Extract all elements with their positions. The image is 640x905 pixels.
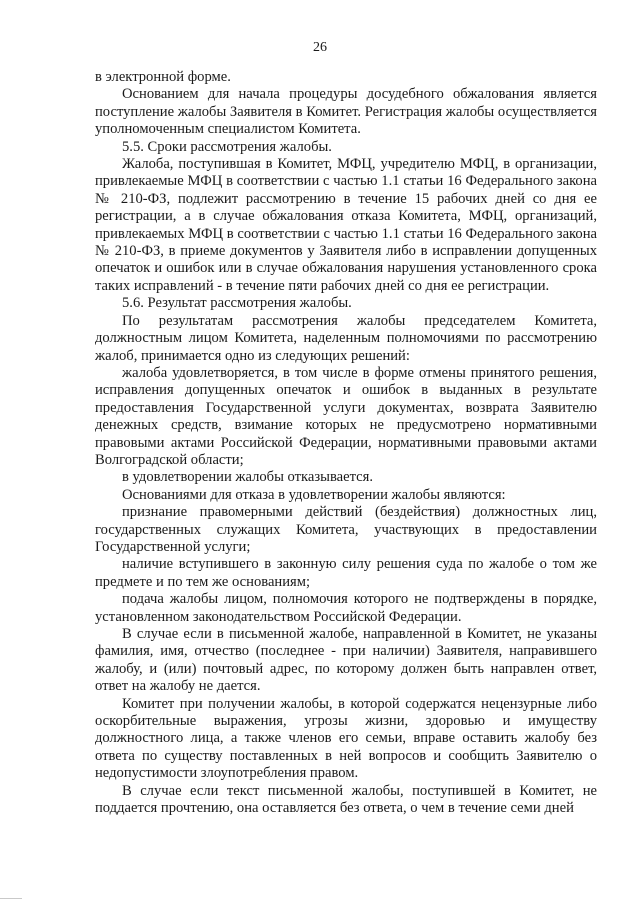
scan-edge-mark [0, 898, 22, 905]
paragraph: Комитет при получении жалобы, в которой содержатся нецензурные либо оскорбительные выражения, угрозы жизни, здоровью и имуществу должностного лица, а также членов его семьи, вправе оставить жалобу без ответа по существу поставленных в ней вопросов и сообщить Заявителю о недопустимости злоупотребления правом. [95, 695, 597, 782]
paragraph: По результатам рассмотрения жалобы председателем Комитета, должностным лицом Комитета, наделенным полномочиями по рассмотрению жалоб, принимается одно из следующих решений: [95, 312, 597, 364]
document-body [95, 69, 597, 817]
paragraph: в электронной форме. [95, 69, 231, 85]
paragraph: Жалоба, поступившая в Комитет, МФЦ, учредителю МФЦ, в организации, привлекаемые МФЦ в соответствии с частью 1.1 статьи 16 Федерального закона № 210-ФЗ, подлежит рассмотрению в течение 15 рабочих дней со дня ее регистрации, а в случае обжалования отказа Комитета, МФЦ, организаций, привлекаемых МФЦ в соответствии с частью 1.1 статьи 16 Федерального закона № 210-ФЗ, в приеме документов у Заявителя либо в исправлении допущенных опечаток и ошибок или в случае обжалования нарушения установленного срока таких исправлений - в течение пяти рабочих дней со дня ее регистрации. [95, 156, 597, 294]
paragraph: Основаниями для отказа в удовлетворении жалобы являются: [122, 486, 506, 503]
paragraph: признание правомерными действий (бездействия) должностных лиц, государственных служащих Комитета, участвующих в предоставлении Государственной услуги; [95, 504, 597, 555]
paragraph: 5.5. Сроки рассмотрения жалобы. [122, 138, 332, 155]
paragraph: подача жалобы лицом, полномочия которого не подтверждены в порядке, установленном законодательством Российской Федерации. [95, 591, 597, 625]
paragraph: 5.6. Результат рассмотрения жалобы. [122, 295, 352, 312]
paragraph: наличие вступившего в законную силу решения суда по жалобе о том же предмете и по тем же основаниям; [95, 556, 597, 590]
page-number: 26 [313, 40, 327, 55]
paragraph: жалоба удовлетворяется, в том числе в форме отмены принятого решения, исправления допущенных опечаток и ошибок в выданных в результате предоставления Государственной услуги документах, возврата Заявителю денежных средств, взимание которых не предусмотрено нормативными правовыми актами Российской Федерации, нормативными правовыми актами Волгоградской области; [95, 364, 597, 468]
paragraph: в удовлетворении жалобы отказывается. [122, 469, 374, 486]
paragraph: Основанием для начала процедуры досудебного обжалования является поступление жалобы Заявителя в Комитет. Регистрация жалобы осуществляется уполномоченным специалистом Комитета. [95, 86, 597, 138]
paragraph: В случае если текст письменной жалобы, поступившей в Комитет, не поддается прочтению, она оставляется без ответа, о чем в течение семи дней [95, 782, 597, 817]
paragraph: В случае если в письменной жалобе, направленной в Комитет, не указаны фамилия, имя, отчество (последнее - при наличии) Заявителя, направившего жалобу, и (или) почтовый адрес, по которому должен быть направлен ответ, ответ на жалобу не дается. [95, 626, 597, 695]
